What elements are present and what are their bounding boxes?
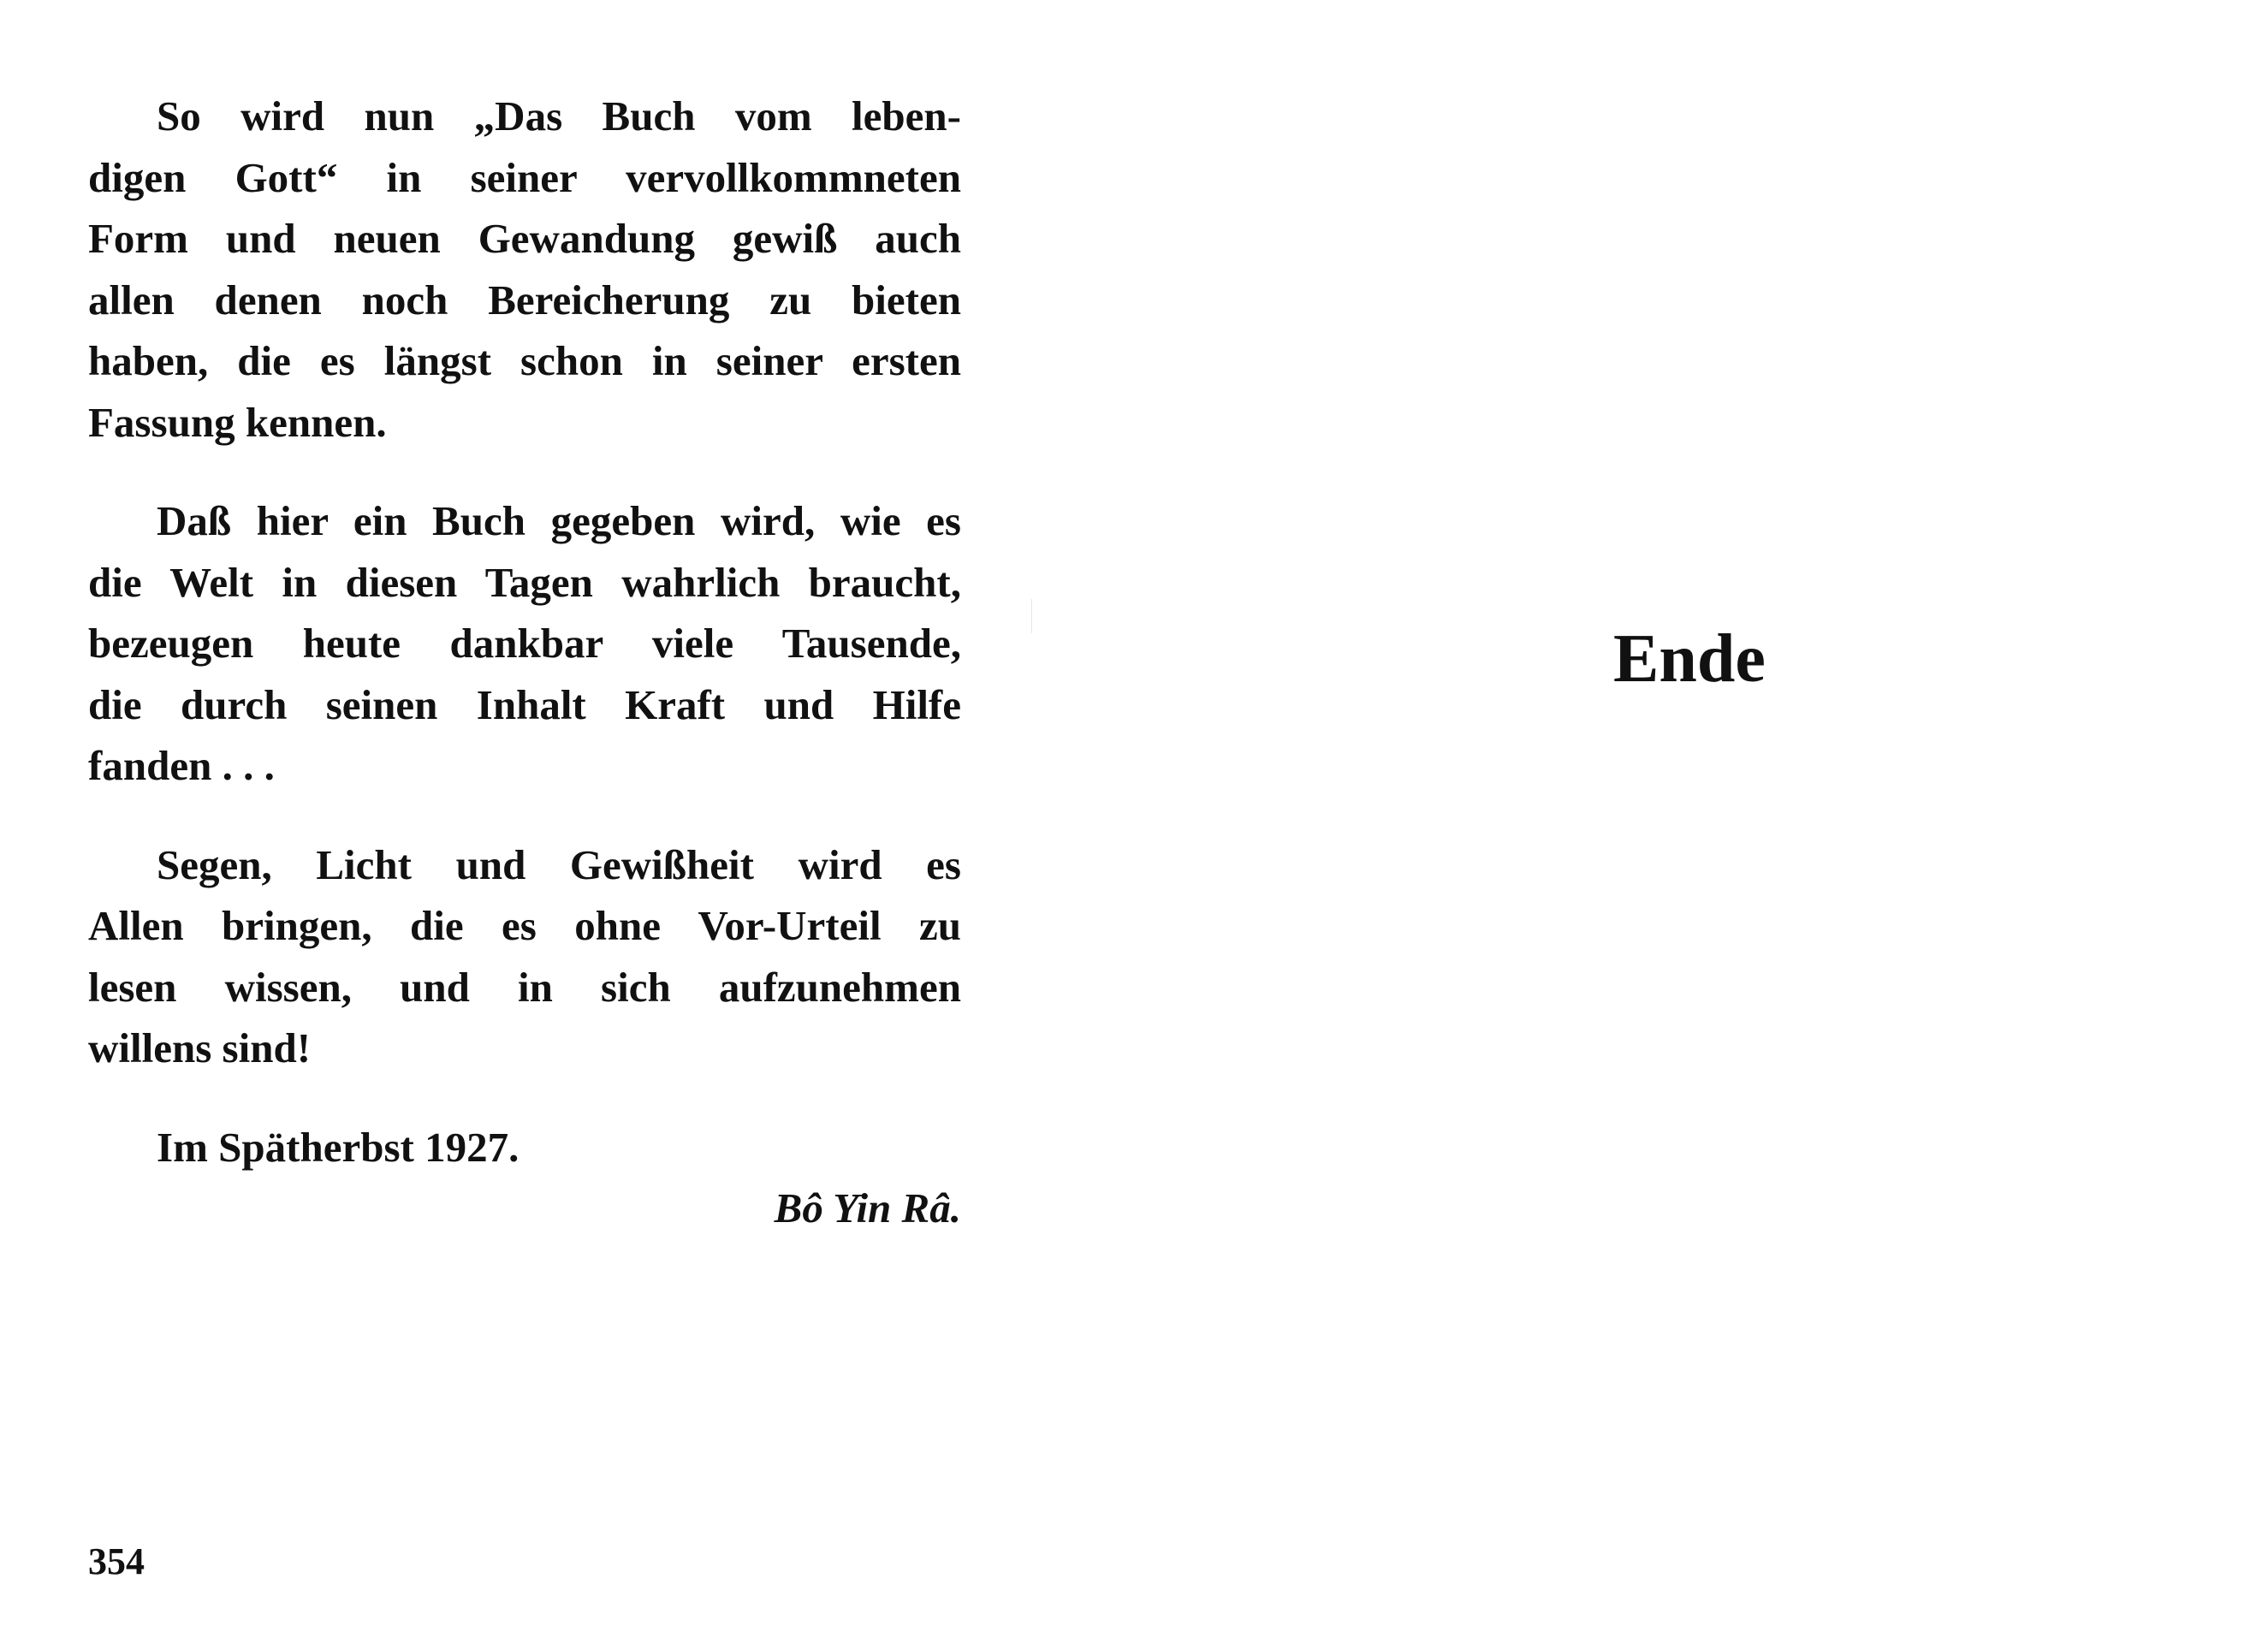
text-line: Segen, Licht und Gewißheit wird es bbox=[157, 840, 961, 888]
text-line: die durch seinen Inhalt Kraft und Hilfe bbox=[88, 680, 961, 728]
left-page bbox=[88, 86, 961, 1239]
author-signature: Bô Yin Râ. bbox=[774, 1184, 961, 1231]
end-heading: Ende bbox=[1613, 621, 1766, 697]
text-line: Form und neuen Gewandung gewiß auch bbox=[88, 215, 961, 262]
text-line: Daß hier ein Buch gegeben wird, wie es bbox=[157, 497, 961, 544]
text-line: Allen bringen, die es ohne Vor-Urteil zu bbox=[88, 902, 961, 949]
text-line: digen Gott“ in seiner vervollkommneten bbox=[88, 153, 961, 201]
text-line: allen denen noch Bereicherung zu bieten bbox=[88, 276, 961, 323]
text-line: lesen wissen, und in sich aufzunehmen bbox=[88, 963, 961, 1011]
text-line: haben, die es längst schon in seiner ersten bbox=[88, 337, 961, 384]
paragraph-1 bbox=[88, 86, 961, 453]
page-number: 354 bbox=[88, 1540, 145, 1582]
text-line: fanden . . . bbox=[88, 742, 275, 789]
date-line: Im Spätherbst 1927. bbox=[157, 1123, 520, 1171]
text-line: Fassung kennen. bbox=[88, 398, 387, 446]
text-line: So wird nun „Das Buch vom leben- bbox=[157, 92, 961, 139]
paragraph-2 bbox=[88, 490, 961, 797]
text-line: die Welt in diesen Tagen wahrlich braucht, bbox=[88, 558, 961, 606]
gutter-mark bbox=[1031, 599, 1032, 633]
paragraph-3 bbox=[88, 834, 961, 1079]
text-line: bezeugen heute dankbar viele Tausende, bbox=[88, 620, 961, 667]
right-page bbox=[1134, 0, 2268, 1626]
text-line: willens sind! bbox=[88, 1024, 312, 1071]
